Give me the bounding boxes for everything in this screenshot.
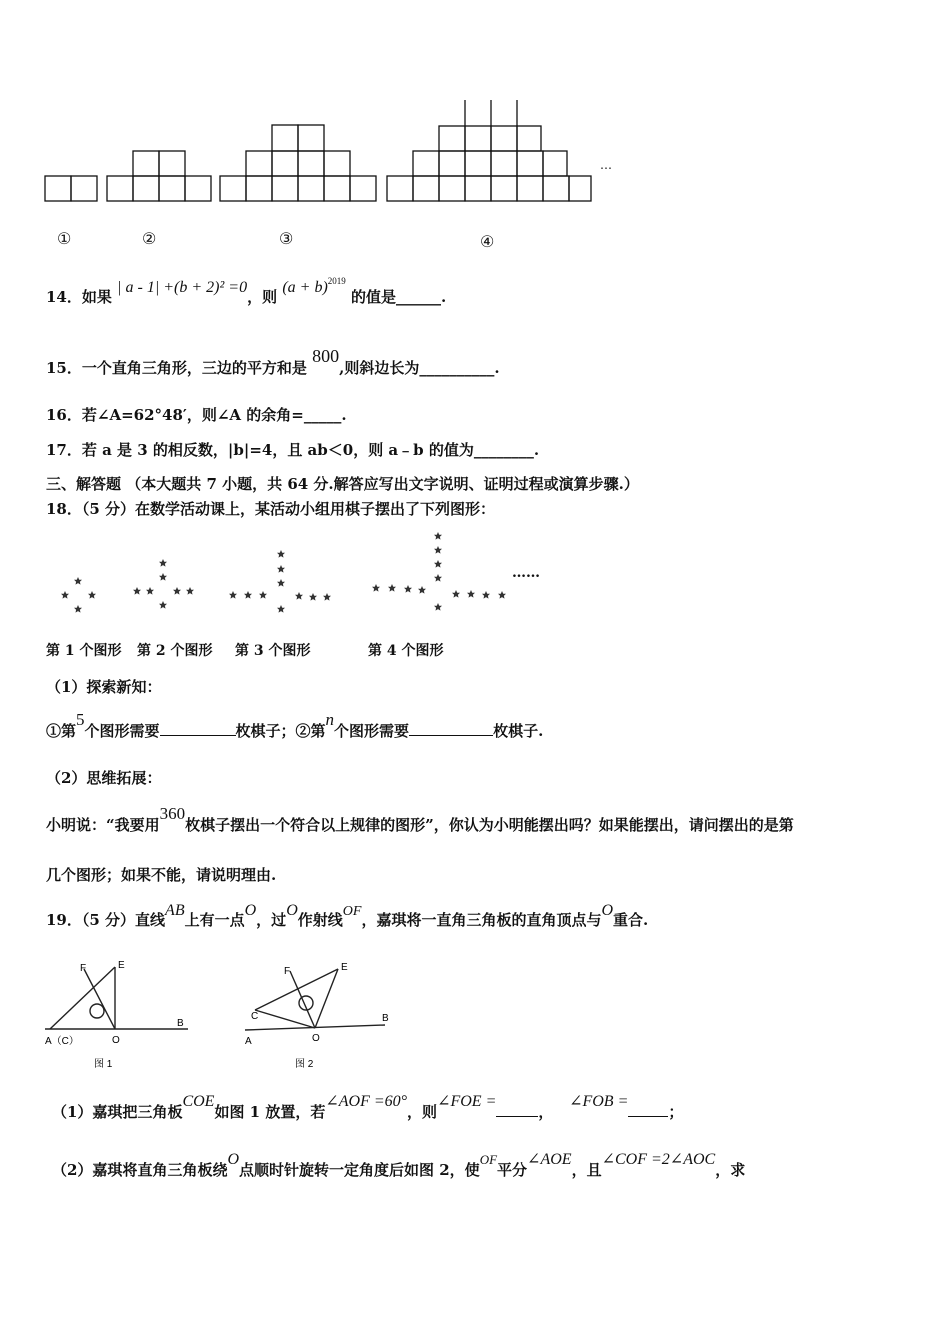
chess-figure-ellipsis: …… [512, 565, 540, 581]
q14-expression: (a + b) [282, 279, 328, 296]
chess-figure-4 [372, 532, 506, 611]
fig1-edge-CE [50, 967, 115, 1029]
chess-figure-2 [133, 559, 194, 609]
fig2-edge-CO [255, 1010, 315, 1028]
fig1-label-B: B [177, 1018, 184, 1029]
q18-n: n [325, 710, 335, 729]
block-figure-2 [107, 151, 211, 201]
question-15: 15．一个直角三角形，三边的平方和是 800,则斜边长为__________. [46, 346, 500, 377]
chess-label-3: 第 3 个图形 [235, 643, 311, 659]
fig1-circle [90, 1004, 104, 1018]
chess-figure-3 [229, 550, 331, 613]
block-figure-4 [387, 100, 591, 201]
fig2-label-C: C [251, 1011, 259, 1022]
q14-exponent: 2019 [327, 276, 346, 286]
block-figure-3 [220, 125, 376, 201]
fig2-caption: 图 2 [295, 1059, 314, 1070]
fig1-ray-OF [84, 969, 115, 1029]
fig1-label-E: E [118, 960, 125, 971]
q19-part1: （1）嘉琪把三角板COE如图 1 放置，若∠AOF =60°，则∠FOE =， ∠FOB =； [52, 1093, 684, 1121]
q18-part2-title: （2）思维拓展： [46, 769, 162, 787]
q18-part1-title: （1）探索新知： [46, 678, 162, 696]
section-3-header: 三、解答题 （本大题共 7 小题，共 64 分.解答应写出文字说明、证明过程或演算步骤.） [46, 475, 639, 493]
chess-label-4: 第 4 个图形 [368, 643, 444, 659]
q19-part2: （2）嘉琪将直角三角板绕O点顺时针旋转一定角度后如图 2，使OF平分∠AOE，且∠COF =2∠AOC，求 [52, 1151, 746, 1179]
fig2-label-E: E [341, 962, 348, 973]
fig2-label-B: B [382, 1013, 389, 1024]
q18-n5: 5 [76, 710, 85, 729]
chess-figure-1 [61, 577, 96, 613]
chess-label-2: 第 2 个图形 [137, 643, 213, 659]
triangle-figure-2 [240, 955, 410, 1075]
fig2-edge-OE [315, 969, 338, 1028]
fig1-label-O: O [112, 1035, 120, 1046]
fig2-label-O: O [312, 1033, 320, 1044]
block-figure-label-4: ④ [480, 232, 495, 251]
fig2-label-A: A [245, 1036, 252, 1047]
question-18-intro: 18．（5 分）在数学活动课上，某活动小组用棋子摆出了下列图形： [46, 500, 496, 518]
block-figure-ellipsis: … [600, 158, 612, 172]
question-14: 14．如果 | a - 1| +(b + 2)² =0，则 $(a + b)^{2019}$ 的值是______. [46, 276, 447, 306]
block-figure-1 [45, 176, 97, 201]
fig2-edge-CE [255, 969, 338, 1010]
chess-label-1: 第 1 个图形 [46, 643, 122, 659]
q19-answer-blank-FOB[interactable] [628, 1102, 668, 1117]
fig2-label-F: F [284, 966, 291, 977]
q14-formula: | a - 1| +(b + 2)² =0 [117, 279, 248, 296]
question-19-intro: 19．（5 分）直线AB上有一点O，过O作射线OF，嘉琪将一直角三角板的直角顶点与O重合. [46, 902, 649, 929]
block-figure-label-2: ② [142, 229, 157, 248]
fig1-label-A: A（C） [45, 1036, 79, 1047]
question-17: 17．若 a 是 3 的相反数，|b|=4，且 ab＜0，则 a﹣b 的值为________. [46, 441, 540, 459]
block-figure-label-1: ① [57, 229, 72, 248]
question-16: 16．若∠A=62°48′，则∠A 的余角=_____. [46, 406, 347, 424]
q18-part2-line1: 小明说：“我要用360枚棋子摆出一个符合以上规律的图形”，你认为小明能摆出吗？如果能摆出，请问摆出的是第 [46, 804, 794, 834]
chess-pieces-figure [0, 520, 950, 630]
q18-answer-blank-2[interactable] [409, 721, 493, 736]
q18-answer-blank-1[interactable] [160, 721, 236, 736]
block-figure-label-3: ③ [279, 229, 294, 248]
triangle-figure-1 [40, 955, 200, 1075]
fig1-caption: 图 1 [94, 1059, 113, 1070]
q19-answer-blank-FOE[interactable] [496, 1102, 538, 1117]
q18-360: 360 [159, 804, 186, 823]
q15-value: 800 [312, 346, 340, 366]
q18-part2-line2: 几个图形；如果不能，请说明理由. [46, 866, 277, 884]
q18-part1: ①第5个图形需要 枚棋子；②第n个图形需要 枚棋子. [46, 710, 544, 740]
fig1-label-F: F [80, 963, 87, 974]
